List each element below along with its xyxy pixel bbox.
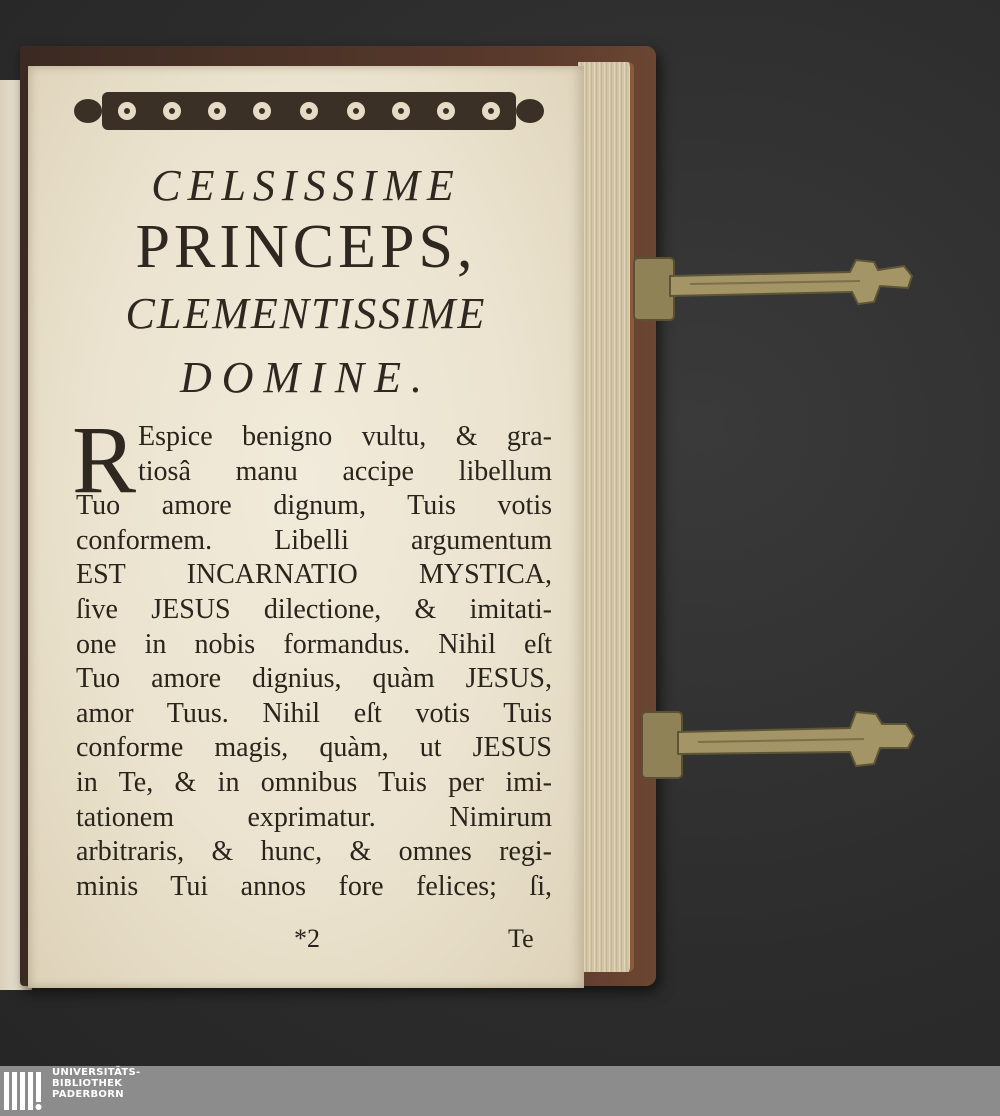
logo-line: PADERBORN bbox=[52, 1089, 124, 1100]
signature-mark: *2 bbox=[294, 924, 320, 953]
text-line: conforme magis, quàm, ut JESUS bbox=[76, 732, 552, 764]
text-line: Tuo amore dignius, quàm JESUS, bbox=[76, 663, 552, 695]
text-line: in Te, & in omnibus Tuis per imi- bbox=[76, 766, 552, 798]
heading-clementissime: CLEMENTISSIME bbox=[125, 289, 487, 338]
logo-line: UNIVERSITÄTS- bbox=[52, 1067, 141, 1078]
upper-clasp bbox=[630, 248, 920, 328]
library-footer-bar bbox=[0, 1066, 1000, 1116]
text-line: Espice benigno vultu, & gra- bbox=[138, 421, 552, 452]
ornament-border bbox=[72, 88, 546, 134]
body-text bbox=[76, 420, 552, 904]
text-line: arbitraris, & hunc, & omnes regi- bbox=[76, 836, 552, 868]
logo-line: BIBLIOTHEK bbox=[52, 1078, 123, 1089]
lower-clasp bbox=[638, 702, 928, 782]
text-line: Tuo amore dignum, Tuis votis bbox=[76, 490, 552, 522]
text-line: ſive JESUS dilectione, & imitati- bbox=[76, 593, 552, 625]
library-logo-text bbox=[52, 1067, 141, 1100]
text-line: minis Tui annos fore felices; ſi, bbox=[76, 870, 552, 902]
drop-cap: R bbox=[72, 406, 137, 513]
heading-celsissime: CELSISSIME bbox=[151, 161, 461, 210]
heading-domine: DOMINE. bbox=[179, 353, 433, 402]
heading-princeps: PRINCEPS, bbox=[135, 213, 477, 281]
text-line: one in nobis formandus. Nihil eſt bbox=[76, 628, 552, 660]
text-line: EST INCARNATIO MYSTICA, bbox=[76, 559, 552, 591]
page-fore-edge bbox=[578, 62, 634, 972]
text-line: amor Tuus. Nihil eſt votis Tuis bbox=[76, 697, 552, 729]
catchword: Te bbox=[508, 924, 534, 953]
library-logo-icon bbox=[2, 1070, 46, 1112]
text-line: tiosâ manu accipe libellum bbox=[138, 455, 552, 487]
text-line: tationem exprimatur. Nimirum bbox=[76, 801, 552, 833]
text-line: conformem. Libelli argumentum bbox=[76, 524, 552, 556]
